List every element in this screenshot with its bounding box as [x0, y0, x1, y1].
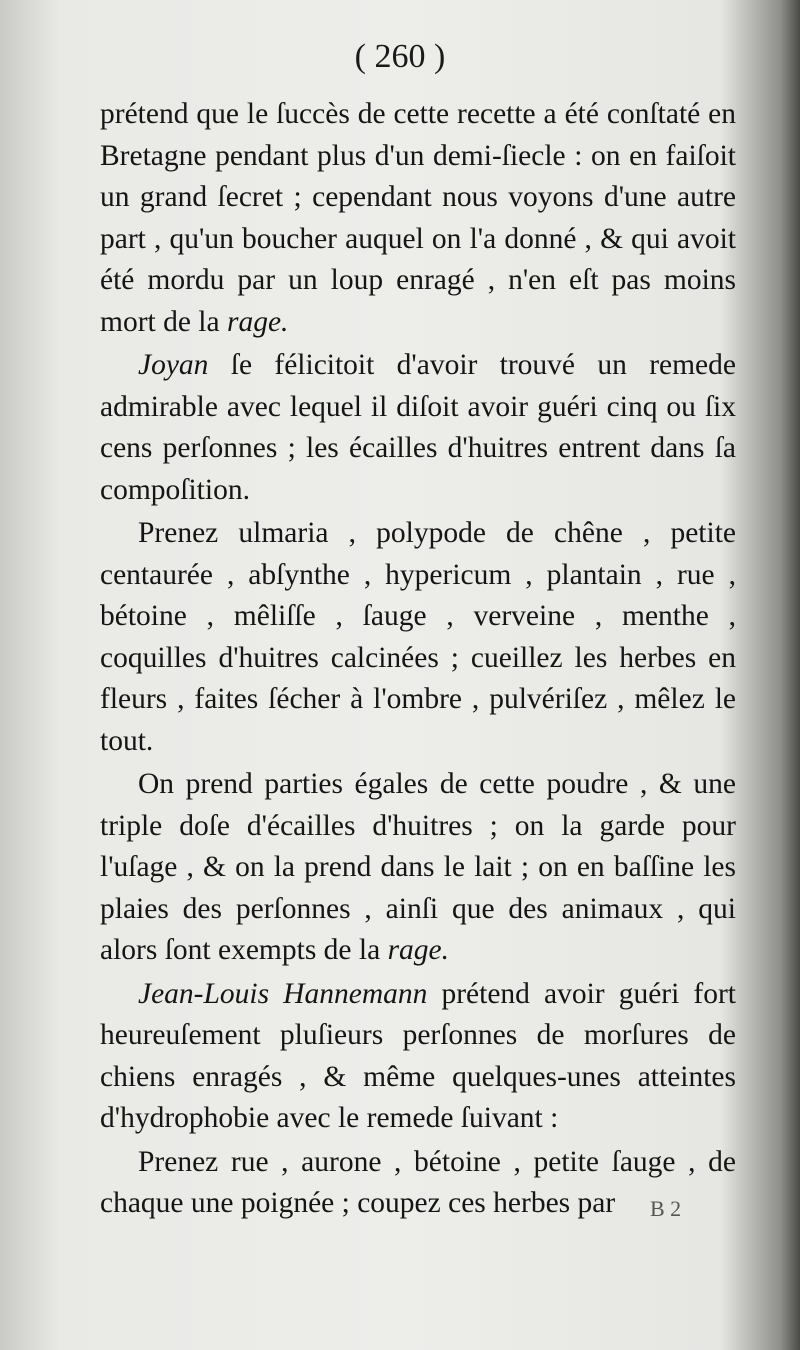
signature-mark: B 2 [650, 1196, 682, 1221]
paragraph-4: On prend parties égales de cette poudre , & une triple doſe d'écailles d'huitres ; on la garde pour l'uſage , & on la prend dans le lait ; on en baſſine les plaies des perſonnes , ainſi que des animaux , qui alors ſont exempts de la rage. [100, 768, 736, 966]
paragraph-6: Prenez rue , aurone , bétoine , petite ſauge , de chaque une poignée ; coupez ces herbes par [100, 1145, 736, 1219]
body-text [100, 94, 736, 1225]
paragraph-1: prétend que le ſuccès de cette recette a été conſtaté en Bretagne pendant plus d'un demi-ſiecle : on en faiſoit un grand ſecret ; cependant nous voyons d'une autre part , qu'un boucher auquel on l'a donné , & qui avoit été mordu par un loup enragé , n'en eſt pas moins mort de la rage. [100, 98, 736, 338]
paragraph-5: Jean-Louis Hannemann prétend avoir guéri fort heureuſement pluſieurs perſonnes de morſures de chiens enragés , & même quelques-unes atteintes d'hydrophobie avec le remede ſuivant : [100, 977, 737, 1134]
paragraph-3: Prenez ulmaria , polypode de chêne , petite centaurée , abſynthe , hypericum , plantain , rue , bétoine , mêliſſe , ſauge , verveine , menthe , coquilles d'huitres calcinées ; cueillez les herbes en fleurs , faites ſécher à l'ombre , pulvériſez , mêlez le tout. [100, 517, 736, 757]
paragraph-2: Joyan ſe félicitoit d'avoir trouvé un remede admirable avec lequel il diſoit avoir guéri cinq ou ſix cens perſonnes ; les écailles d'huitres entrent dans ſa compoſition. [100, 349, 736, 506]
page-number: ( 260 ) [354, 38, 446, 75]
